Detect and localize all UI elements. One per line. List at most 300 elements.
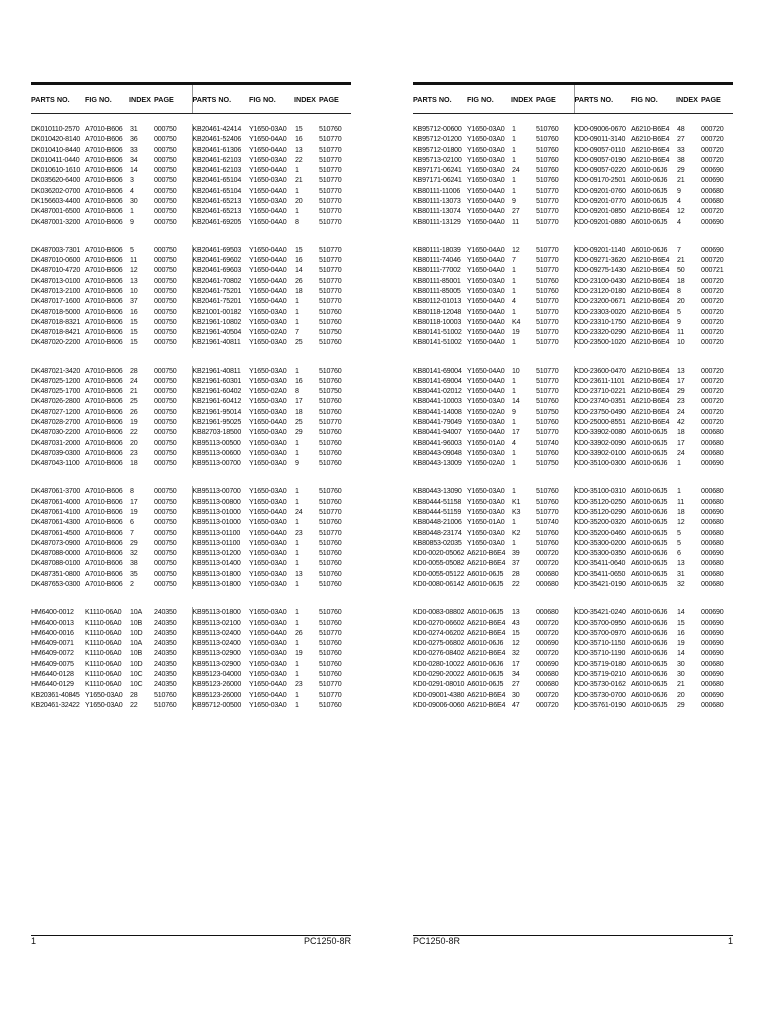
index-no-cell: 3 xyxy=(130,176,134,185)
parts-no-cell: KD0-35120-0250 xyxy=(574,497,631,507)
table-row xyxy=(31,679,351,689)
table-row xyxy=(31,417,351,427)
index-no-cell: 32 xyxy=(677,579,685,588)
column-gap xyxy=(566,376,574,386)
fig-no-cell: A6210-B6E4 xyxy=(631,125,670,133)
table-row xyxy=(31,538,351,548)
page-no-cell: 510770 xyxy=(536,376,559,385)
parts-no-cell: KD0-35730-0700 xyxy=(574,690,631,700)
index-no-cell: 24 xyxy=(677,407,685,416)
table-row xyxy=(31,628,351,638)
column-gap xyxy=(184,386,192,396)
column-gap xyxy=(184,165,192,175)
page-no-cell: 510750 xyxy=(319,328,342,337)
index-no-cell: 24 xyxy=(130,376,138,385)
page-no-cell: 510760 xyxy=(536,418,559,427)
parts-no-cell: KB80441-79049 xyxy=(413,418,462,427)
page-no-cell: 000750 xyxy=(154,338,177,347)
fig-no-cell: K1110-06A0 xyxy=(85,649,122,658)
parts-no-cell: KB21961-60412 xyxy=(192,396,249,406)
table-row xyxy=(31,579,351,589)
fig-no-cell: Y1650-04A0 xyxy=(249,135,287,144)
parts-no-cell: DK487088-0000 xyxy=(31,549,81,558)
fig-no-cell: Y1650-03A0 xyxy=(467,487,505,496)
table-row xyxy=(413,276,733,286)
parts-no-cell: KD0-0080-06142 xyxy=(413,579,465,588)
index-no-cell: 25 xyxy=(295,338,303,347)
fig-no-cell: A7010-B606 xyxy=(85,438,123,447)
page-no-cell: 000750 xyxy=(154,459,177,468)
parts-no-cell: KB95113-01000 xyxy=(192,517,249,527)
parts-no-cell: KD0-35300-0200 xyxy=(574,538,631,548)
parts-no-cell: KB95113-01100 xyxy=(192,538,249,548)
left-page xyxy=(31,82,351,710)
index-no-cell: 1 xyxy=(512,338,516,347)
parts-no-cell: DK487020-2200 xyxy=(31,338,81,347)
parts-no-cell: KB21961-60301 xyxy=(192,376,249,386)
fig-no-cell: A7010-B606 xyxy=(85,135,123,144)
table-row xyxy=(31,427,351,437)
table-row xyxy=(413,700,733,710)
parts-no-cell: KB20461-42414 xyxy=(192,124,249,134)
fig-no-cell: Y1650-03A0 xyxy=(249,659,287,668)
fig-no-cell: A7010-B606 xyxy=(85,286,123,295)
fig-no-cell: A7010-B606 xyxy=(85,376,123,385)
parts-no-cell: KD0-23120-0180 xyxy=(574,286,631,296)
index-no-cell: 8 xyxy=(677,286,681,295)
fig-no-cell: A6210-B6E4 xyxy=(631,397,670,406)
index-no-cell: 15 xyxy=(130,338,138,347)
page-no-cell: 510770 xyxy=(536,338,559,347)
parts-no-cell: KB20461-69602 xyxy=(192,255,249,265)
table-row xyxy=(413,155,733,165)
fig-no-cell: A6210-B6E4 xyxy=(631,317,670,326)
parts-no-cell: KB80111-74046 xyxy=(413,256,461,265)
page-no-cell: 000690 xyxy=(701,549,724,558)
column-gap xyxy=(184,638,192,648)
page-no-cell: 000750 xyxy=(154,508,177,516)
fig-no-cell: Y1650-04A0 xyxy=(249,245,287,254)
fig-no-cell: A6210-B6E4 xyxy=(631,418,670,427)
page-no-cell: 000680 xyxy=(701,196,724,205)
page-no-cell: 000720 xyxy=(536,559,559,568)
index-no-cell: 1 xyxy=(295,307,299,316)
parts-no-cell: DK035620-6400 xyxy=(31,176,81,185)
column-gap xyxy=(566,579,574,589)
fig-no-cell: Y1650-03A0 xyxy=(249,518,287,527)
page-no-cell: 000750 xyxy=(154,135,177,144)
page-no-cell: 510760 xyxy=(536,286,559,295)
column-gap xyxy=(566,528,574,538)
fig-no-cell: Y1650-04A0 xyxy=(467,307,505,316)
parts-no-cell: KD0-35719-0180 xyxy=(574,659,631,669)
fig-no-cell: A6010-06J5 xyxy=(631,559,668,568)
parts-no-cell: DK487030-2200 xyxy=(31,428,81,437)
page-no-cell: 000750 xyxy=(154,266,177,275)
parts-no-cell: KD0-35761-0190 xyxy=(574,700,631,710)
index-no-cell: 1 xyxy=(295,618,299,627)
index-no-cell: 9 xyxy=(130,217,134,226)
fig-no-cell: A7010-B606 xyxy=(85,459,123,468)
fig-no-cell: A6210-B6E4 xyxy=(467,628,506,637)
page-header: PAGE xyxy=(536,85,566,114)
fig-no-cell: A7010-B606 xyxy=(85,366,123,375)
parts-no-cell: KD0-09271-3620 xyxy=(574,255,631,265)
table-row xyxy=(413,659,733,669)
table-row xyxy=(31,255,351,265)
index-no-cell: 26 xyxy=(130,407,138,416)
page-no-cell: 510760 xyxy=(536,448,559,457)
page-no-cell: 510760 xyxy=(319,639,342,648)
page-no-cell: 510760 xyxy=(536,528,559,537)
fig-no-cell: Y1650-04A0 xyxy=(249,166,287,175)
fig-no-cell: Y1650-03A0 xyxy=(467,176,505,185)
fig-no-cell: A7010-B606 xyxy=(85,166,123,175)
parts-no-cell: KB95712-01200 xyxy=(413,135,462,144)
index-no-cell: 5 xyxy=(677,307,681,316)
index-no-cell: 9 xyxy=(512,407,516,416)
parts-no-cell: KD0-09057-0110 xyxy=(574,145,631,155)
parts-no-cell: KB95113-02400 xyxy=(192,638,249,648)
table-row xyxy=(413,376,733,386)
page-no-cell: 000680 xyxy=(701,497,724,506)
fig-no-cell: A6210-B6E4 xyxy=(631,256,670,265)
fig-no-cell: Y1650-03A0 xyxy=(249,125,287,133)
column-gap xyxy=(566,366,574,376)
parts-no-cell: KB95113-01100 xyxy=(192,528,249,538)
fig-no-cell: A7010-B606 xyxy=(85,448,123,457)
fig-no-cell: A6210-B6E4 xyxy=(467,690,506,699)
index-header: INDEX xyxy=(129,85,154,114)
page-no-cell: 000680 xyxy=(701,579,724,588)
fig-no-cell: Y1650-03A0 xyxy=(249,538,287,547)
header-row xyxy=(31,85,351,114)
fig-no-cell: A7010-B606 xyxy=(85,276,123,285)
table-row xyxy=(31,265,351,275)
page-no-cell: 000750 xyxy=(154,448,177,457)
table-row xyxy=(31,638,351,648)
page-no-cell: 000690 xyxy=(701,217,724,226)
parts-no-cell: KD0-23600-0470 xyxy=(574,366,631,376)
index-no-cell: 16 xyxy=(295,256,303,265)
fig-no-cell: A7010-B606 xyxy=(85,569,123,578)
page-no-cell: 000680 xyxy=(701,518,724,527)
index-no-cell: 34 xyxy=(512,669,520,678)
column-gap xyxy=(184,337,192,347)
parts-no-cell: KB20461-65104 xyxy=(192,186,249,196)
parts-no-cell: KB21961-40811 xyxy=(192,337,249,347)
table-row xyxy=(31,618,351,628)
page-no-cell: 000680 xyxy=(536,608,559,617)
index-no-cell: 1 xyxy=(295,669,299,678)
page-no-cell: 510770 xyxy=(536,186,559,195)
column-gap xyxy=(566,417,574,427)
column-gap xyxy=(566,145,574,155)
table-row xyxy=(31,517,351,527)
parts-no-cell: KD0-09170-2501 xyxy=(574,175,631,185)
index-no-cell: 27 xyxy=(512,207,520,216)
index-no-cell: 47 xyxy=(512,700,520,709)
index-no-cell: 13 xyxy=(130,276,138,285)
parts-no-cell: KB95712-00600 xyxy=(413,125,462,133)
page-no-cell: 510770 xyxy=(319,276,342,285)
fig-no-cell: Y1650-03A0 xyxy=(249,338,287,347)
page-no-cell: 510740 xyxy=(536,518,559,527)
column-gap xyxy=(566,548,574,558)
index-no-cell: 1 xyxy=(295,297,299,306)
page-no-cell: 510770 xyxy=(319,418,342,427)
index-no-cell: 1 xyxy=(295,538,299,547)
parts-no-cell: KB95113-01800 xyxy=(192,579,249,589)
parts-no-cell: KB80441-94007 xyxy=(413,428,462,437)
page-no-cell: 000750 xyxy=(154,407,177,416)
parts-no-cell: KD0-35411-0640 xyxy=(574,558,631,568)
page-no-cell: 000750 xyxy=(154,559,177,568)
table-row xyxy=(31,307,351,317)
fig-no-cell: Y1650-03A0 xyxy=(249,448,287,457)
table-row xyxy=(31,175,351,185)
fig-no-cell: A6010-06J5 xyxy=(631,528,668,537)
page-no-cell: 000720 xyxy=(701,317,724,326)
fig-no-cell: A6010-06J5 xyxy=(631,659,668,668)
index-no-cell: 1 xyxy=(295,579,299,588)
page-no-cell: 510760 xyxy=(536,397,559,406)
column-gap xyxy=(184,407,192,417)
page-no-cell: 510760 xyxy=(319,487,342,496)
index-no-cell: 22 xyxy=(295,155,303,164)
fig-no-cell: A6010-06J6 xyxy=(467,659,504,668)
fig-no-cell: A7010-B606 xyxy=(85,428,123,437)
parts-no-cell: KB80141-51002 xyxy=(413,328,462,337)
page-no-cell: 510760 xyxy=(319,608,342,617)
parts-no-cell: DK487025-1700 xyxy=(31,387,81,396)
fig-no-cell: A7010-B606 xyxy=(85,387,123,396)
column-gap xyxy=(184,317,192,327)
page-no-cell: 000720 xyxy=(701,286,724,295)
page-no-cell: 510760 xyxy=(319,559,342,568)
table-row xyxy=(31,569,351,579)
parts-no-cell: KB95113-01200 xyxy=(192,548,249,558)
parts-no-cell: KD0-23303-0020 xyxy=(574,307,631,317)
fig-no-cell: K1110-06A0 xyxy=(85,628,122,637)
index-no-cell: 33 xyxy=(677,145,685,154)
parts-no-cell: KD0-35411-0650 xyxy=(574,569,631,579)
table-row xyxy=(413,507,733,517)
table-row xyxy=(413,217,733,227)
fig-no-cell: A6210-B6E4 xyxy=(631,266,670,275)
fig-no-cell: Y1650-03A0 xyxy=(467,508,505,516)
model-code: PC1250-8R xyxy=(303,936,351,946)
index-no-cell: 18 xyxy=(677,428,685,437)
table-row xyxy=(413,124,733,134)
fig-no-cell: Y1650-03A0 xyxy=(249,366,287,375)
column-gap xyxy=(566,638,574,648)
index-no-cell: 1 xyxy=(512,176,516,185)
fig-no-cell: Y1650-04A0 xyxy=(249,528,287,537)
index-no-cell: 13 xyxy=(677,559,685,568)
index-no-cell: 9 xyxy=(512,196,516,205)
table-row xyxy=(413,186,733,196)
column-gap xyxy=(566,317,574,327)
page-no-cell: 000690 xyxy=(701,608,724,617)
model-code: PC1250-8R xyxy=(413,936,461,946)
index-no-cell: 29 xyxy=(677,387,685,396)
table-row xyxy=(31,245,351,255)
index-no-cell: 9 xyxy=(677,186,681,195)
index-no-cell: 1 xyxy=(295,438,299,447)
fig-no-cell: A6210-B6E4 xyxy=(631,407,670,416)
parts-no-cell: KB95113-01400 xyxy=(192,558,249,568)
page-no-cell: 000750 xyxy=(154,286,177,295)
fig-no-cell: A7010-B606 xyxy=(85,186,123,195)
table-row xyxy=(413,165,733,175)
column-gap xyxy=(184,607,192,617)
column-gap xyxy=(566,255,574,265)
fig-no-cell: A6010-06J5 xyxy=(467,680,504,689)
parts-no-cell: KB80141-69004 xyxy=(413,366,462,375)
index-no-cell: 22 xyxy=(130,700,138,709)
parts-no-cell: DK487013-0100 xyxy=(31,276,81,285)
page-no-cell: 000680 xyxy=(701,487,724,496)
index-no-cell: 18 xyxy=(677,276,685,285)
parts-no-cell: KB80111-13129 xyxy=(413,217,461,226)
page-no-cell: 510760 xyxy=(319,338,342,347)
page-no-cell: 000680 xyxy=(536,569,559,578)
parts-no-cell: DK487021-3420 xyxy=(31,366,81,375)
page-no-cell: 510760 xyxy=(536,135,559,144)
parts-no-cell: DK487001-6500 xyxy=(31,207,81,216)
page-no-cell: 510770 xyxy=(319,186,342,195)
fig-no-cell: Y1650-03A0 xyxy=(249,669,287,678)
fig-no-cell: Y1650-04A0 xyxy=(249,286,287,295)
fig-no-cell: A6210-B6E4 xyxy=(631,207,670,216)
index-no-cell: 15 xyxy=(130,317,138,326)
page-no-cell: 510760 xyxy=(319,579,342,588)
page-no-cell: 510760 xyxy=(536,276,559,285)
page-no-cell: 510760 xyxy=(536,145,559,154)
page-no-cell: 000720 xyxy=(701,366,724,375)
parts-no-cell: KB95123-04000 xyxy=(192,669,249,679)
page-no-cell: 510770 xyxy=(319,145,342,154)
index-no-cell: 30 xyxy=(677,669,685,678)
index-no-cell: 26 xyxy=(295,628,303,637)
index-no-cell: 1 xyxy=(512,186,516,195)
fig-no-cell: A6210-B6E4 xyxy=(631,338,670,347)
group-spacer xyxy=(413,114,733,125)
page-no-cell: 000690 xyxy=(701,245,724,254)
index-no-cell: 1 xyxy=(512,487,516,496)
fig-no-cell: Y1650-03A0 xyxy=(85,700,123,709)
parts-no-cell: DK487027-1200 xyxy=(31,407,81,416)
fig-no-cell: Y1650-04A0 xyxy=(249,680,287,689)
page-no-cell: 510760 xyxy=(536,487,559,496)
header-row xyxy=(413,85,733,114)
index-no-cell: 17 xyxy=(512,659,520,668)
parts-no-cell: KB20461-62103 xyxy=(192,165,249,175)
page-no-cell: 000690 xyxy=(701,176,724,185)
index-no-cell: 9 xyxy=(295,459,299,468)
fig-no-cell: Y1650-03A0 xyxy=(467,135,505,144)
index-no-cell: 1 xyxy=(295,518,299,527)
page-no-cell: 510770 xyxy=(319,680,342,689)
index-no-cell: 1 xyxy=(512,125,516,133)
index-no-cell: 30 xyxy=(512,690,520,699)
index-no-cell: K3 xyxy=(512,508,521,516)
parts-no-cell: KD0-0275-06802 xyxy=(413,639,465,648)
fig-no-cell: A6010-06J6 xyxy=(467,639,504,648)
parts-no-cell: DK487010-0600 xyxy=(31,256,81,265)
parts-no-cell: KB21961-40504 xyxy=(192,327,249,337)
fig-no-cell: A7010-B606 xyxy=(85,266,123,275)
index-no-cell: 1 xyxy=(130,207,134,216)
parts-no-header: PARTS NO. xyxy=(192,85,249,114)
fig-no-cell: A7010-B606 xyxy=(85,397,123,406)
index-no-cell: 21 xyxy=(677,680,685,689)
page-no-cell: 510770 xyxy=(536,297,559,306)
fig-no-cell: Y1650-04A0 xyxy=(467,376,505,385)
parts-no-cell: HM6400-0016 xyxy=(31,628,74,637)
fig-no-cell: A6010-06J5 xyxy=(631,700,668,709)
column-gap xyxy=(184,497,192,507)
page-no-cell: 000680 xyxy=(701,438,724,447)
page-no-cell: 000680 xyxy=(701,448,724,457)
fig-no-cell: A7010-B606 xyxy=(85,307,123,316)
parts-no-cell: KD0-23100-0430 xyxy=(574,276,631,286)
table-row xyxy=(413,438,733,448)
fig-no-cell: A6210-B6E4 xyxy=(467,649,506,658)
index-no-cell: 1 xyxy=(512,518,516,527)
column-gap xyxy=(566,124,574,134)
fig-no-cell: Y1650-03A0 xyxy=(249,397,287,406)
table-row xyxy=(413,548,733,558)
page-no-cell: 510760 xyxy=(536,166,559,175)
parts-no-cell: KB80444-51159 xyxy=(413,508,462,516)
parts-no-cell: DK487028-2700 xyxy=(31,418,81,427)
table-row xyxy=(31,165,351,175)
page-no-cell: 000750 xyxy=(154,366,177,375)
index-no-cell: 15 xyxy=(130,328,138,337)
table-row xyxy=(413,538,733,548)
parts-no-cell: KD0-33902-0100 xyxy=(574,448,631,458)
parts-no-cell: KD0-35730-0162 xyxy=(574,679,631,689)
index-no-cell: 1 xyxy=(295,366,299,375)
index-no-cell: 1 xyxy=(512,145,516,154)
parts-no-cell: KD0-09006-0670 xyxy=(574,124,631,134)
page-no-cell: 000750 xyxy=(154,397,177,406)
column-gap xyxy=(566,679,574,689)
fig-no-cell: A6210-B6E4 xyxy=(467,700,506,709)
fig-no-cell: K1110-06A0 xyxy=(85,618,122,627)
column-gap xyxy=(566,407,574,417)
fig-no-cell: A6010-06J6 xyxy=(631,459,668,468)
index-no-cell: 35 xyxy=(130,569,138,578)
parts-no-header: PARTS NO. xyxy=(31,85,85,114)
table-row xyxy=(31,396,351,406)
page-no-cell: 000720 xyxy=(701,125,724,133)
group-spacer xyxy=(31,227,351,245)
page-no-cell: 510760 xyxy=(319,376,342,385)
page-no-cell: 000680 xyxy=(701,569,724,578)
fig-no-cell: A6010-06J5 xyxy=(631,438,668,447)
page-no-cell: 000720 xyxy=(536,700,559,709)
index-no-cell: 1 xyxy=(295,659,299,668)
index-no-cell: 16 xyxy=(295,376,303,385)
page-no-cell: 510760 xyxy=(319,438,342,447)
index-no-cell: 22 xyxy=(512,579,520,588)
fig-no-cell: A7010-B606 xyxy=(85,125,123,133)
table-row xyxy=(413,618,733,628)
fig-no-cell: A7010-B606 xyxy=(85,549,123,558)
